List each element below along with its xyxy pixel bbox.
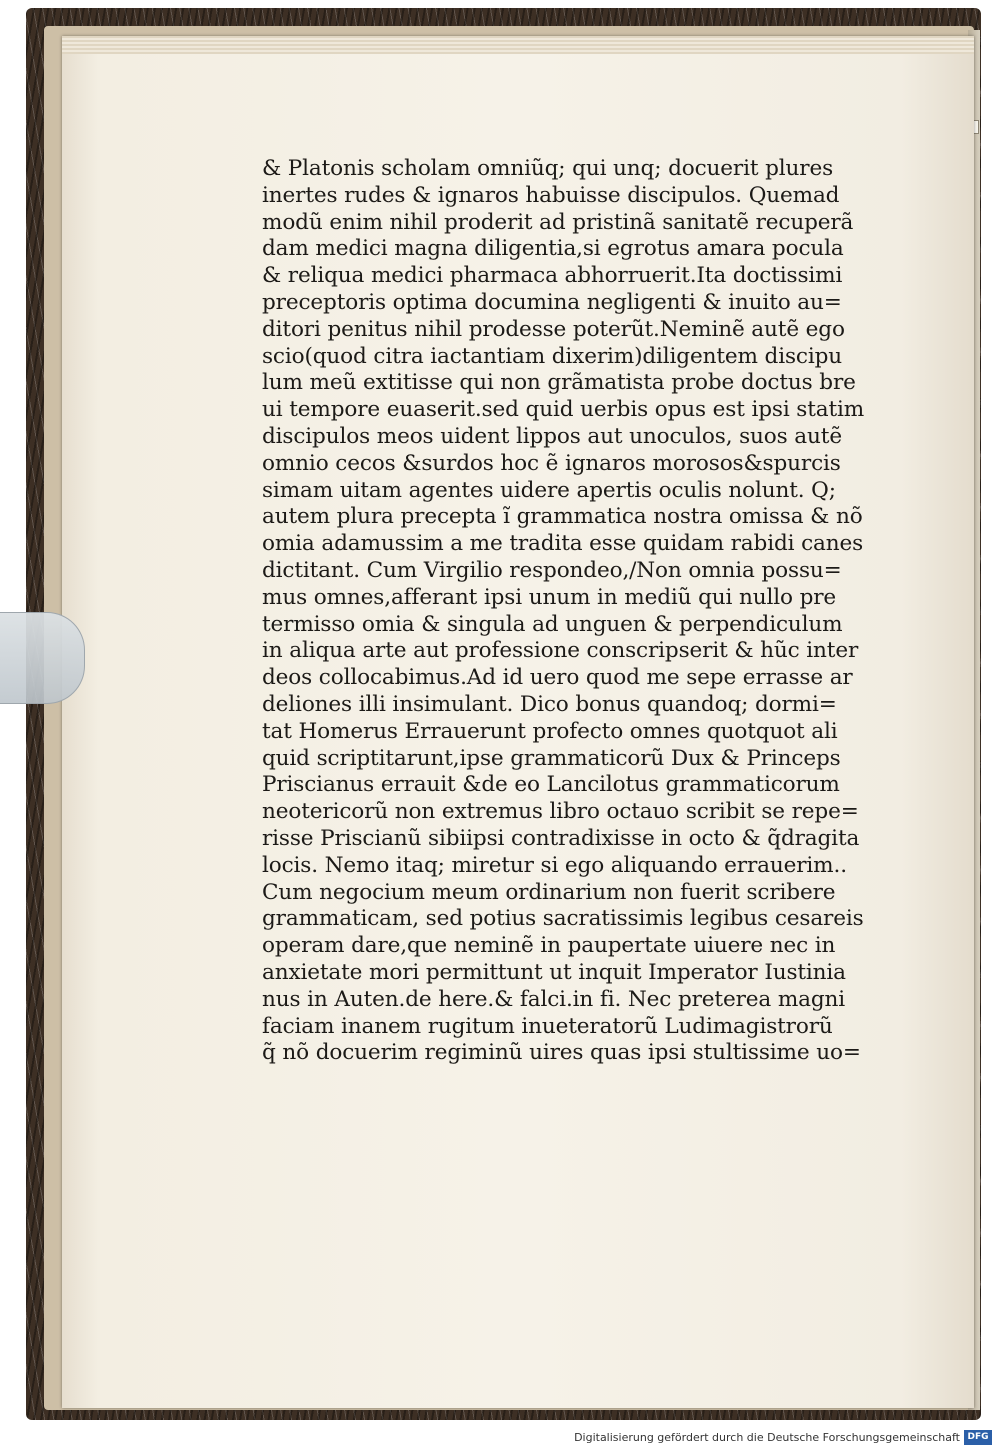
text-line: risse Priscianũ sibiipsi contradixisse in octo & q̃dragita [262,825,860,851]
text-line: simam uitam agentes uidere apertis oculis nolunt. Q; [262,477,836,503]
text-line: faciam inanem rugitum inueteratorũ Ludimagistrorũ [262,1013,833,1039]
text-line: ditori penitus nihil prodesse poterũt.Neminẽ autẽ ego [262,316,845,342]
text-line: operam dare,que neminẽ in paupertate uiuere nec in [262,933,836,959]
text-line: deliones illi insimulant. Dico bonus quandoq; dormi= [262,691,837,717]
text-line: Cum negocium meum ordinarium non fuerit scribere [262,879,836,905]
text-line: scio(quod citra iactantiam dixerim)diligentem discipu [262,343,843,369]
text-line: & Platonis scholam omniũq; qui unq; docuerit plures [262,156,834,181]
text-line: inertes rudes & ignaros habuisse discipulos. Quemad [262,182,840,208]
text-line: omnio cecos &surdos hoc ẽ ignaros morosos&spurcis [262,450,841,476]
body-text [262,156,912,1067]
text-line: mus omnes,afferant ipsi unum in mediũ qui nullo pre [262,584,837,610]
text-line: modũ enim nihil proderit ad pristinã sanitatẽ recuperã [262,209,854,235]
text-line: omia adamussim a me tradita esse quidam rabidi canes [262,531,864,557]
text-line: ui tempore euaserit.sed quid uerbis opus est ipsi statim [262,397,865,423]
text-line: tat Homerus Errauerunt profecto omnes quotquot ali [262,718,838,744]
text-line: anxietate mori permittunt ut inquit Imperator Iustinia [262,959,846,985]
funding-credit: Digitalisierung gefördert durch die Deutsche Forschungsgemeinschaft [574,1431,960,1444]
text-line: termisso omia & singula ad unguen & perpendiculum [262,611,843,637]
dfg-logo: DFG [964,1430,992,1445]
digitization-footer [0,1427,1000,1449]
text-line: autem plura precepta ĩ grammatica nostra omissa & nõ [262,504,863,530]
text-line: dictitant. Cum Virgilio respondeo,/Non omnia possu= [262,557,842,583]
text-line: preceptoris optima documina negligenti & inuito au= [262,289,842,315]
text-line: deos collocabimus.Ad id uero quod me sepe errasse ar [262,665,853,691]
page-top-edge [62,36,974,54]
clip-tab [0,612,85,704]
text-line: Priscianus errauit &de eo Lancilotus grammaticorum [262,772,840,798]
text-line: q̃ nõ docuerim regiminũ uires quas ipsi stultissime uo= [262,1040,861,1066]
text-line: locis. Nemo itaq; miretur si ego aliquando errauerim.. [262,852,847,878]
text-line: & reliqua medici pharmaca abhorruerit.Ita doctissimi [262,263,843,289]
text-line: grammaticam, sed potius sacratissimis legibus cesareis [262,906,864,932]
text-line: in aliqua arte aut professione conscripserit & hũc inter [262,638,859,664]
text-line: lum meũ extitisse qui non grãmatista probe doctus bre [262,370,856,396]
text-line: neotericorũ non extremus libro octauo scribit se repe= [262,799,859,825]
text-line: nus in Auten.de here.& falci.in fi. Nec preterea magni [262,986,846,1012]
text-line: dam medici magna diligentia,si egrotus amara pocula [262,236,844,262]
text-line: discipulos meos uident lippos aut unoculos, suos autẽ [262,423,842,449]
text-line: quid scriptitarunt,ipse grammaticorũ Dux & Princeps [262,745,841,771]
